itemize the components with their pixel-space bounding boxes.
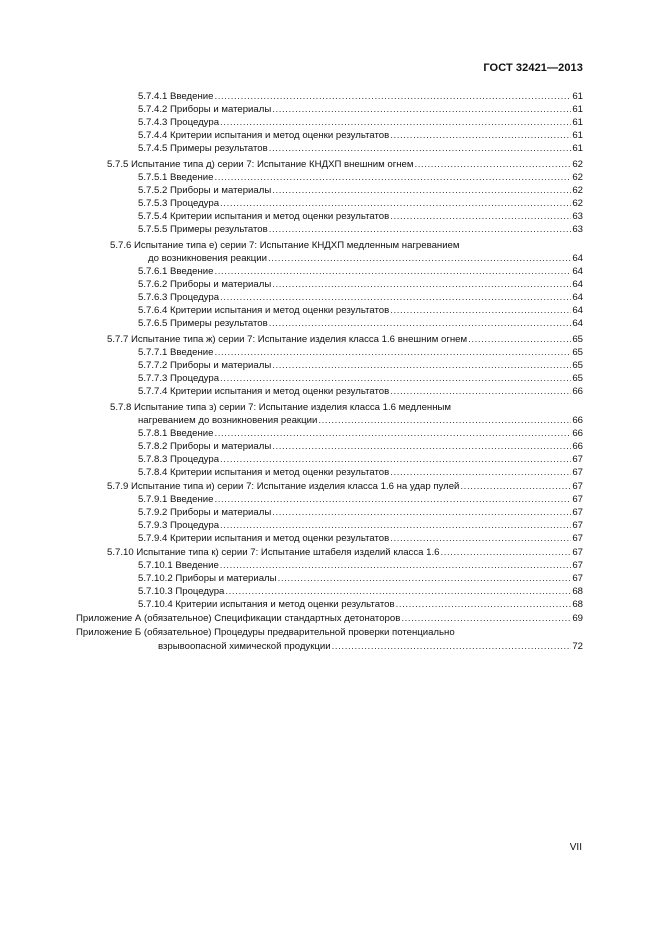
toc-entry-page: 67 [572,533,583,544]
toc-leader [401,612,571,625]
toc-entry [138,142,583,155]
toc-leader [220,197,571,210]
toc-entry-label: 5.7.9.2 Приборы и материалы [138,507,272,518]
toc-leader [390,532,571,545]
toc-entry [138,506,583,519]
toc-entry-label: Приложение А (обязательное) Спецификации стандартных детонаторов [76,613,401,624]
toc-leader [272,359,571,372]
toc-entry-page: 64 [572,253,583,264]
toc-entry-page: 67 [572,547,583,558]
toc-appendix-heading: Приложение Б (обязательное) Процедуры предварительной проверки потенциально [76,627,455,638]
toc-entry-label: 5.7.10.3 Процедура [138,586,225,597]
toc-entry-label: 5.7.10.4 Критерии испытания и метод оценки результатов [138,599,395,610]
toc-entry-page: 66 [572,415,583,426]
toc-entry-label: 5.7.5.2 Приборы и материалы [138,185,272,196]
toc-entry-label: 5.7.5.4 Критерии испытания и метод оценки результатов [138,211,390,222]
toc-entry-label: 5.7.8.4 Критерии испытания и метод оценки результатов [138,467,390,478]
toc-entry-page: 61 [572,104,583,115]
toc-entry-label: 5.7.9.1 Введение [138,494,214,505]
toc-leader [272,103,571,116]
toc-entry [138,440,583,453]
toc-entry-label: 5.7.4.1 Введение [138,91,214,102]
toc-entry-page: 62 [572,172,583,183]
toc-leader [332,640,572,653]
toc-entry [138,385,583,398]
toc-entry-label: 5.7.7.2 Приборы и материалы [138,360,272,371]
toc-entry [138,129,583,142]
toc-entry-label: 5.7.9.3 Процедура [138,520,220,531]
toc-leader [318,414,571,427]
toc-leader [278,572,572,585]
toc-leader [268,252,571,265]
toc-entry-page: 66 [572,386,583,397]
toc-entry-page: 65 [572,347,583,358]
toc-leader [220,291,571,304]
toc-entry-label: 5.7.10 Испытание типа к) серии 7: Испытание штабеля изделий класса 1.6 [107,547,440,558]
toc-entry-label: 5.7.7.1 Введение [138,347,214,358]
toc-entry-label: 5.7.5.3 Процедура [138,198,220,209]
toc-entry [138,532,583,545]
toc-leader [214,90,571,103]
toc-entry-label: 5.7.6.3 Процедура [138,292,220,303]
toc-leader [220,519,571,532]
toc-leader [214,265,571,278]
toc-section [107,546,583,559]
toc-entry-page: 63 [572,224,583,235]
toc-entry [138,197,583,210]
toc-entry-label: 5.7.7 Испытание типа ж) серии 7: Испытание изделия класса 1.6 внешним огнем [107,334,468,345]
toc-section [107,158,583,171]
toc-entry-label: 5.7.7.4 Критерии испытания и метод оценки результатов [138,386,390,397]
toc-entry-label: 5.7.8.2 Приборы и материалы [138,441,272,452]
toc-entry-label: 5.7.5.1 Введение [138,172,214,183]
toc-leader [214,427,571,440]
toc-entry-page: 61 [572,91,583,102]
toc-entry-label: 5.7.4.3 Процедура [138,117,220,128]
toc-entry-page: 67 [572,454,583,465]
toc-section-heading: 5.7.8 Испытание типа з) серии 7: Испытание изделия класса 1.6 медленным [110,402,452,413]
toc-entry-label: 5.7.6.2 Приборы и материалы [138,279,272,290]
toc-leader [396,598,572,611]
toc-entry [138,372,583,385]
toc-entry-label: 5.7.6.5 Примеры результатов [138,318,268,329]
toc-entry [138,171,583,184]
toc-entry [138,453,583,466]
toc-entry-page: 61 [572,130,583,141]
toc-appendix [76,612,583,625]
toc-leader [269,317,572,330]
toc-entry-page: 67 [572,573,583,584]
toc-entry [138,414,583,427]
toc-entry [138,184,583,197]
toc-leader [269,142,572,155]
toc-entry-label: до возникновения реакции [148,253,267,264]
toc-leader [390,385,571,398]
toc-leader [272,440,571,453]
toc-leader [220,372,571,385]
toc-entry-page: 66 [572,428,583,439]
toc-entry-label: 5.7.8.1 Введение [138,428,214,439]
toc-entry-page: 64 [572,292,583,303]
toc-entry-label: 5.7.5 Испытание типа д) серии 7: Испытание КНДХП внешним огнем [107,159,414,170]
toc-leader [214,346,571,359]
toc-entry-label: 5.7.5.5 Примеры результатов [138,224,268,235]
toc-entry [138,210,583,223]
toc-entry-page: 64 [572,279,583,290]
toc-leader [272,278,571,291]
toc-leader [468,333,571,346]
toc-entry-page: 62 [572,185,583,196]
toc-entry [138,559,583,572]
toc-entry-page: 64 [572,266,583,277]
toc-entry-page: 67 [572,560,583,571]
toc-leader [214,171,571,184]
toc-entry-page: 65 [572,373,583,384]
toc-entry-page: 68 [572,599,583,610]
toc-entry-label: 5.7.10.1 Введение [138,560,219,571]
toc-entry [138,103,583,116]
toc-entry-page: 72 [572,641,583,652]
toc-leader [390,466,571,479]
toc-entry-label: 5.7.4.5 Примеры результатов [138,143,268,154]
toc-entry-page: 67 [572,481,583,492]
toc-leader [220,116,571,129]
toc-section-heading: 5.7.6 Испытание типа е) серии 7: Испытание КНДХП медленным нагреванием [110,240,460,251]
toc-entry [148,252,583,265]
toc-entry-page: 67 [572,520,583,531]
toc-entry [138,572,583,585]
toc-entry [138,265,583,278]
toc-entry-label: 5.7.9.4 Критерии испытания и метод оценки результатов [138,533,390,544]
toc-leader [440,546,571,559]
toc-entry-label: 5.7.6.1 Введение [138,266,214,277]
toc-entry-page: 67 [572,507,583,518]
toc-entry [138,317,583,330]
toc-entry [138,427,583,440]
toc-leader [225,585,571,598]
toc-entry-page: 65 [572,360,583,371]
toc-section [107,480,583,493]
toc-entry [138,598,583,611]
toc-leader [220,559,572,572]
toc-leader [390,129,571,142]
toc-entry [138,359,583,372]
toc-entry-page: 61 [572,143,583,154]
toc-entry [138,346,583,359]
toc-entry [138,466,583,479]
toc-entry [138,304,583,317]
toc-entry-page: 62 [572,198,583,209]
toc-entry-page: 66 [572,441,583,452]
toc-entry [138,291,583,304]
toc-entry [138,519,583,532]
toc-leader [272,184,571,197]
toc-entry-page: 61 [572,117,583,128]
toc-entry-label: 5.7.4.2 Приборы и материалы [138,104,272,115]
toc-leader [214,493,571,506]
toc-entry-page: 68 [572,586,583,597]
toc-entry [158,640,583,653]
toc-entry-page: 63 [572,211,583,222]
toc-entry-page: 67 [572,467,583,478]
toc-entry [138,116,583,129]
toc-entry-page: 67 [572,494,583,505]
toc-entry-label: 5.7.7.3 Процедура [138,373,220,384]
toc-leader [390,304,571,317]
toc-leader [220,453,571,466]
toc-entry [138,493,583,506]
toc-leader [390,210,571,223]
toc-entry-label: 5.7.6.4 Критерии испытания и метод оценки результатов [138,305,390,316]
page-number: VII [569,842,582,853]
toc-entry [138,585,583,598]
toc-entry-label: 5.7.10.2 Приборы и материалы [138,573,277,584]
toc-entry-label: 5.7.8.3 Процедура [138,454,220,465]
toc-entry-label: 5.7.9 Испытание типа и) серии 7: Испытание изделия класса 1.6 на удар пулей [107,481,460,492]
toc-entry [138,223,583,236]
toc-entry [138,90,583,103]
toc-entry-page: 65 [572,334,583,345]
document-header: ГОСТ 32421—2013 [483,62,583,74]
toc-leader [460,480,571,493]
toc-leader [269,223,572,236]
toc-entry [138,278,583,291]
toc-entry-page: 62 [572,159,583,170]
toc-entry-page: 69 [572,613,583,624]
toc-entry-page: 64 [572,305,583,316]
toc-leader [272,506,571,519]
toc-entry-label: взрывоопасной химической продукции [158,641,331,652]
toc-entry-page: 64 [572,318,583,329]
toc-entry-label: 5.7.4.4 Критерии испытания и метод оценки результатов [138,130,390,141]
toc-entry-label: нагреванием до возникновения реакции [138,415,318,426]
toc-section [107,333,583,346]
toc-leader [414,158,571,171]
